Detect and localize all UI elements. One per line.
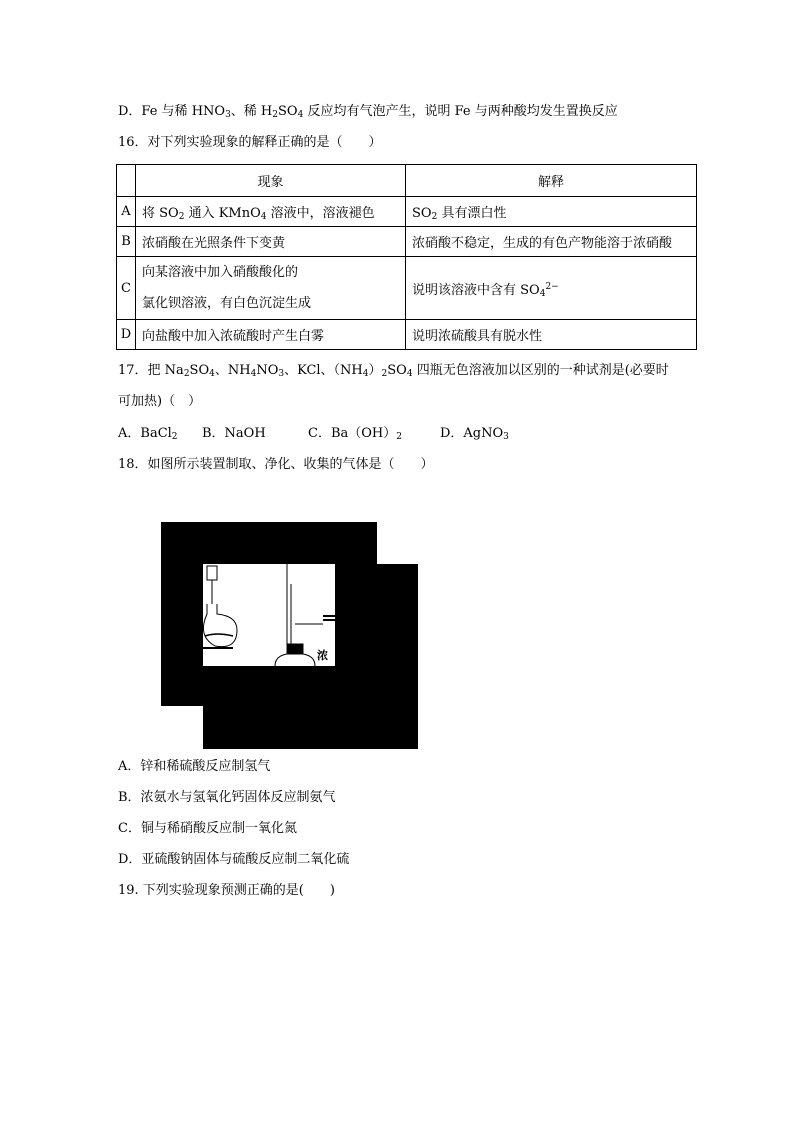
wash-bottle xyxy=(275,654,315,666)
row-phenomenon xyxy=(136,197,406,227)
subscript: 3 xyxy=(225,110,231,120)
text: ） xyxy=(368,363,382,378)
text: 具有漂白性 xyxy=(437,206,507,221)
subscript: 4 xyxy=(539,288,546,299)
superscript: 2− xyxy=(545,281,559,292)
subscript: 2 xyxy=(171,432,178,442)
row-label: C xyxy=(117,257,136,320)
text: A．BaCl xyxy=(118,426,172,441)
row-explanation xyxy=(406,257,697,320)
row-label: D xyxy=(117,320,136,350)
text: D．AgNO xyxy=(440,426,504,441)
row-explanation: 说明浓硫酸具有脱水性 xyxy=(406,320,697,350)
text: SO xyxy=(189,363,210,378)
redaction-block xyxy=(161,666,377,706)
table-row xyxy=(117,227,697,257)
text: 溶液中，溶液褪色 xyxy=(266,206,375,221)
text: 将 SO xyxy=(142,206,179,221)
table-header-row xyxy=(117,165,697,197)
text: 、稀 H xyxy=(230,104,273,119)
redaction-block xyxy=(377,564,418,749)
text: SO xyxy=(278,104,298,119)
q18-stem: 18．如图所示装置制取、净化、收集的气体是（ ） xyxy=(118,457,434,472)
row-label: B xyxy=(117,227,136,257)
text: SO xyxy=(412,206,432,221)
subscript: 4 xyxy=(260,212,267,222)
q17-stem-line-2: 可加热)（ ） xyxy=(118,394,202,409)
q15-option-d xyxy=(118,102,618,122)
concentrated-label: 浓 xyxy=(317,649,328,662)
header-explanation: 解释 xyxy=(406,165,697,197)
phenomenon-line-1: 向某溶液中加入硝酸酸化的 xyxy=(142,265,299,280)
subscript: 2 xyxy=(381,369,388,379)
redaction-block xyxy=(161,564,203,666)
row-phenomenon xyxy=(136,257,406,320)
subscript: 4 xyxy=(297,110,304,120)
q18-option-c: C．铜与稀硝酸反应制一氧化氮 xyxy=(118,821,297,836)
subscript: 4 xyxy=(406,369,413,379)
q17-option-b: B．NaOH xyxy=(202,426,266,441)
q17-stem-line-1 xyxy=(118,361,669,381)
flask-left xyxy=(203,604,237,647)
header-phenomenon: 现象 xyxy=(136,165,406,197)
subscript: 2 xyxy=(431,212,438,222)
redaction-block xyxy=(335,564,377,666)
text: SO xyxy=(387,363,407,378)
text: NO xyxy=(256,363,279,378)
row-phenomenon: 向盐酸中加入浓硫酸时产生白雾 xyxy=(136,320,406,350)
text: C．Ba（OH） xyxy=(308,426,397,441)
q18-option-b: B．浓氨水与氢氧化钙固体反应制氨气 xyxy=(118,790,336,805)
subscript: 4 xyxy=(250,369,257,379)
table-row xyxy=(117,257,697,320)
table-row xyxy=(117,320,697,350)
subscript: 4 xyxy=(362,369,369,379)
redaction-block xyxy=(203,706,377,749)
figure-window xyxy=(203,564,335,666)
q18-option-d: D．亚硫酸钠固体与硫酸反应制二氧化硫 xyxy=(118,852,350,867)
text: 四瓶无色溶液加以区别的一种试剂是(必要时 xyxy=(412,363,669,378)
table-row xyxy=(117,197,697,227)
text: D．Fe 与稀 HNO xyxy=(118,104,226,119)
row-label: A xyxy=(117,197,136,227)
text: 反应均有气泡产生，说明 Fe 与两种酸均发生置换反应 xyxy=(303,104,618,119)
funnel-stopper xyxy=(207,566,217,580)
text: 、KCl、（NH xyxy=(284,363,363,378)
text: 17．把 Na xyxy=(118,363,184,378)
subscript: 2 xyxy=(272,110,279,120)
subscript: 2 xyxy=(396,432,402,442)
text: 通入 KMnO xyxy=(184,206,261,221)
subscript: 3 xyxy=(278,369,285,379)
row-explanation: 浓硝酸不稳定，生成的有色产物能溶于浓硝酸 xyxy=(406,227,697,257)
phenomenon-line-2: 氯化钡溶液，有白色沉淀生成 xyxy=(142,296,312,311)
q19-stem: 19. 下列实验现象预测正确的是( ) xyxy=(118,883,335,898)
q17-option-a xyxy=(118,424,202,444)
subscript: 4 xyxy=(209,369,215,379)
q16-stem: 16．对下列实验现象的解释正确的是（ ） xyxy=(118,135,382,150)
text: 、NH xyxy=(214,363,251,378)
outlet-tube xyxy=(323,616,335,620)
q17-options xyxy=(118,424,509,444)
q17-option-c xyxy=(308,424,440,444)
subscript: 2 xyxy=(178,212,185,222)
row-explanation xyxy=(406,197,697,227)
row-phenomenon: 浓硝酸在光照条件下变黄 xyxy=(136,227,406,257)
text: 说明该溶液中含有 SO xyxy=(412,282,540,298)
q18-option-a: A．锌和稀硫酸反应制氢气 xyxy=(118,759,271,774)
header-label-cell xyxy=(117,165,136,197)
subscript: 2 xyxy=(183,369,190,379)
redaction-block xyxy=(161,522,377,564)
flask-contents xyxy=(205,634,233,636)
q17-option-d xyxy=(440,424,509,444)
bottle-stopper xyxy=(287,644,303,654)
q16-table xyxy=(116,164,697,350)
subscript: 3 xyxy=(503,432,509,442)
apparatus-sketch xyxy=(203,564,335,666)
